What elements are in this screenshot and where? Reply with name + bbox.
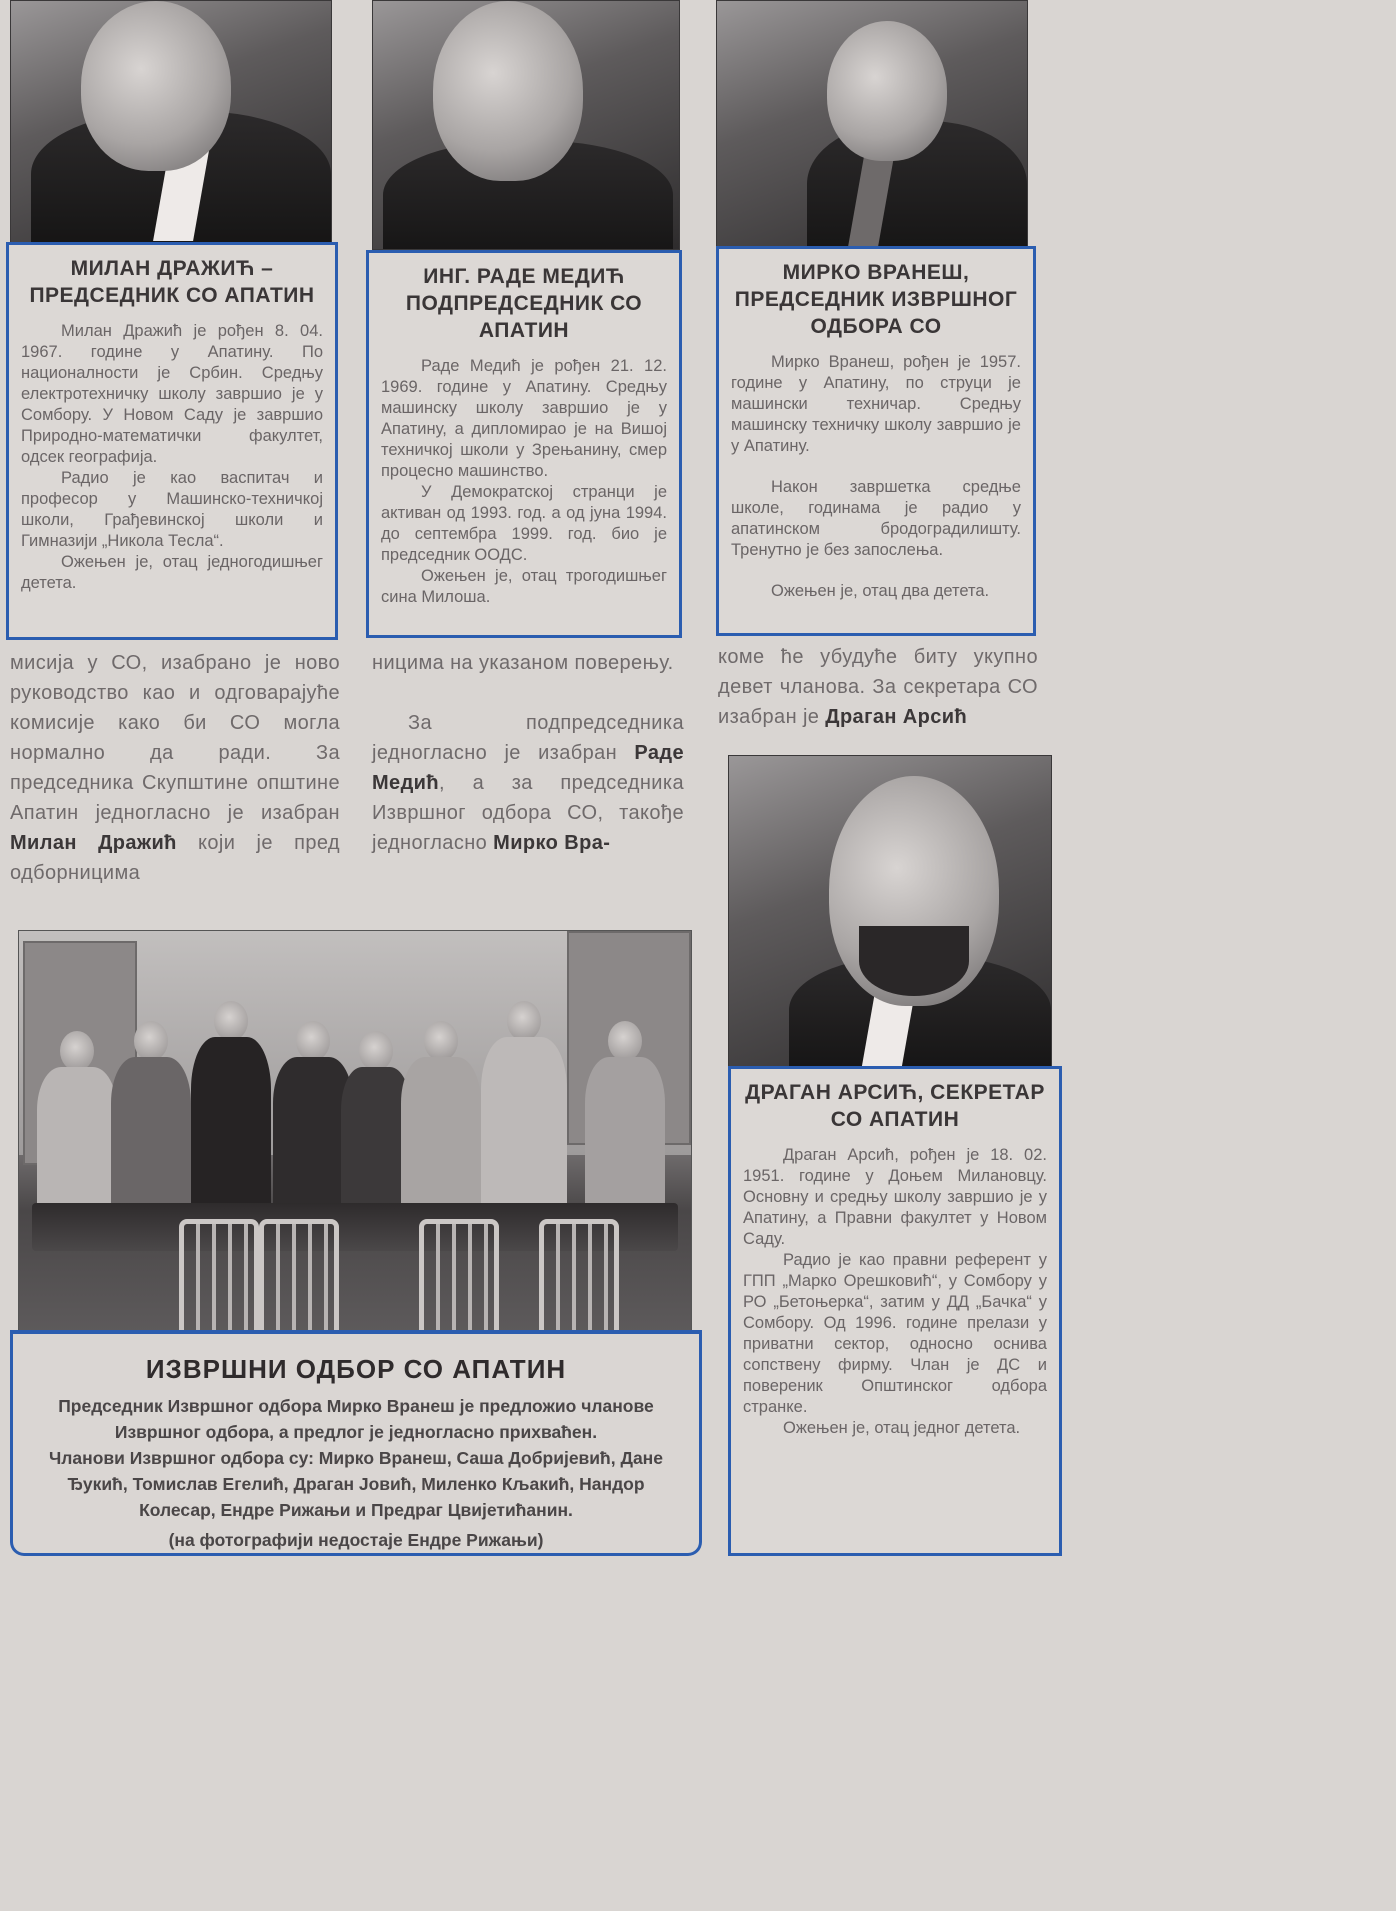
- photo-chair: [419, 1219, 499, 1332]
- article-text: ницима на указаном поверењу.: [372, 652, 674, 674]
- portrait-mirko-vranes: [716, 0, 1028, 252]
- photo-chair: [539, 1219, 619, 1332]
- beard: [859, 926, 969, 996]
- group-caption-box: [10, 1330, 702, 1556]
- bio-paragraph: Милан Дражић је рођен 8. 04. 1967. године у Апатину. По националности је Србин. Средњу електротехничку школу завршио је у Сомбору. У Новом Саду је завршио Природно-математички факултет, одсек географија.: [21, 322, 323, 466]
- bio-paragraph: У Демократској странци је активан од 1993. год. а од јуна 1994. до септембра 1999. год. био је председник ООДС.: [381, 483, 667, 564]
- portrait-milan-drazic: [10, 0, 332, 244]
- article-paragraph: [372, 708, 684, 858]
- bio-title: МИЛАН ДРАЖИЋ – ПРЕДСЕДНИК СО АПАТИН: [29, 257, 315, 307]
- bio-box-rade-medic: [366, 250, 682, 638]
- article-text: мисија у СО, изабрано је ново руководство као и одговарајуће комисије како би СО могла нормално да ради. За председника Скупштине општине Апатин једногласно је изабран: [10, 652, 340, 824]
- group-photo-executive-board: [18, 930, 692, 1332]
- photo-person: [37, 1031, 117, 1211]
- bio-paragraph: Мирко Вранеш, рођен је 1957. године у Апатину, по струци је машински техничар. Средњу машинску техничку школу завршио је у Апатину.: [731, 353, 1021, 455]
- bio-paragraph: Драган Арсић, рођен је 18. 02. 1951. године у Доњем Милановцу. Основну и средњу школу завршио је у Апатину, а Правни факултет у Новом Саду.: [743, 1146, 1047, 1248]
- photo-person: [481, 1001, 567, 1211]
- article-column-1: [10, 648, 340, 888]
- article-name-bold: Мирко Вра-: [493, 832, 611, 854]
- group-caption-line: Чланови Извршног одбора су: Мирко Вранеш, Саша Добријевић, Дане Ђукић, Томислав Егелић, Драган Јовић, Миленко Кљакић, Нандор Колесар, Ендре Рижањи и Предраг Цвијетићанин.: [49, 1448, 663, 1520]
- bio-box-milan-drazic: [6, 242, 338, 640]
- group-caption-note: (на фотографији недостаје Ендре Рижањи): [168, 1530, 544, 1550]
- article-text: коме ће убудуће биту укупно девет чланова. За секретара СО изабран је: [718, 646, 1038, 728]
- photo-chair: [259, 1219, 339, 1332]
- photo-person: [401, 1021, 481, 1211]
- article-column-3: [718, 642, 1038, 732]
- bio-paragraph: Ожењен је, отац једногодишњег детета.: [21, 553, 323, 592]
- bio-paragraph: Ожењен је, отац трогодишњег сина Милоша.: [381, 567, 667, 606]
- article-text: , а за председника Извршног одбора СО, такође једногласно: [372, 772, 684, 854]
- bio-paragraph: Ожењен је, отац два детета.: [771, 582, 990, 600]
- article-text: који је пред одборницима: [10, 832, 340, 884]
- bio-paragraph: Ожењен је, отац једног детета.: [783, 1419, 1021, 1437]
- article-name-bold: Раде Медић: [372, 742, 684, 794]
- article-column-2: [372, 648, 684, 858]
- bio-paragraph: Радио је као васпитач и професор у Машинско-техничкој школи, Грађевинској школи и Гимназији „Никола Тесла“.: [21, 469, 323, 550]
- bio-title: ИНГ. РАДЕ МЕДИЋ ПОДПРЕДСЕДНИК СО АПАТИН: [405, 265, 643, 342]
- article-name-bold: Милан Дражић: [10, 832, 177, 854]
- bio-paragraph: Након завршетка средње школе, годинама је радио у апатинском бродоградилишту. Тренутно је без запослења.: [731, 478, 1021, 559]
- bio-title: ДРАГАН АРСИЋ, СЕКРЕТАР СО АПАТИН: [745, 1081, 1045, 1131]
- portrait-rade-medic: [372, 0, 680, 250]
- portrait-dragan-arsic: [728, 755, 1052, 1067]
- photo-person: [191, 1001, 271, 1211]
- article-name-bold: Драган Арсић: [825, 706, 968, 728]
- article-text: За подпредседника једногласно је изабран: [372, 712, 684, 764]
- group-caption-title: ИЗВРШНИ ОДБОР СО АПАТИН: [145, 1354, 567, 1384]
- bio-paragraph: Радио је као правни референт у ГПП „Марко Орешковић“, у Сомбору у РО „Бетоњерка“, затим у ДД „Бачка“ у Сомбору. Од 1996. године прелази у приватни сектор, односно оснива сопствену фирму. Члан је ДС и повереник Општинског одбора странке.: [743, 1251, 1047, 1416]
- group-caption-line: Председник Извршног одбора Мирко Вранеш је предложио чланове Извршног одбора, а предлог је једногласно прихваћен.: [58, 1396, 654, 1442]
- photo-chair: [179, 1219, 259, 1332]
- photo-person: [585, 1021, 665, 1211]
- photo-person: [111, 1021, 191, 1211]
- bio-box-dragan-arsic: [728, 1066, 1062, 1556]
- bio-box-mirko-vranes: [716, 246, 1036, 636]
- bio-paragraph: Раде Медић је рођен 21. 12. 1969. године у Апатину. Средњу машинску школу завршио је у Апатину, а дипломирао је на Вишој техничкој школи у Зрењанину, смер процесно машинство.: [381, 357, 667, 480]
- bio-title: МИРКО ВРАНЕШ, ПРЕДСЕДНИК ИЗВРШНОГ ОДБОРА СО: [734, 261, 1018, 338]
